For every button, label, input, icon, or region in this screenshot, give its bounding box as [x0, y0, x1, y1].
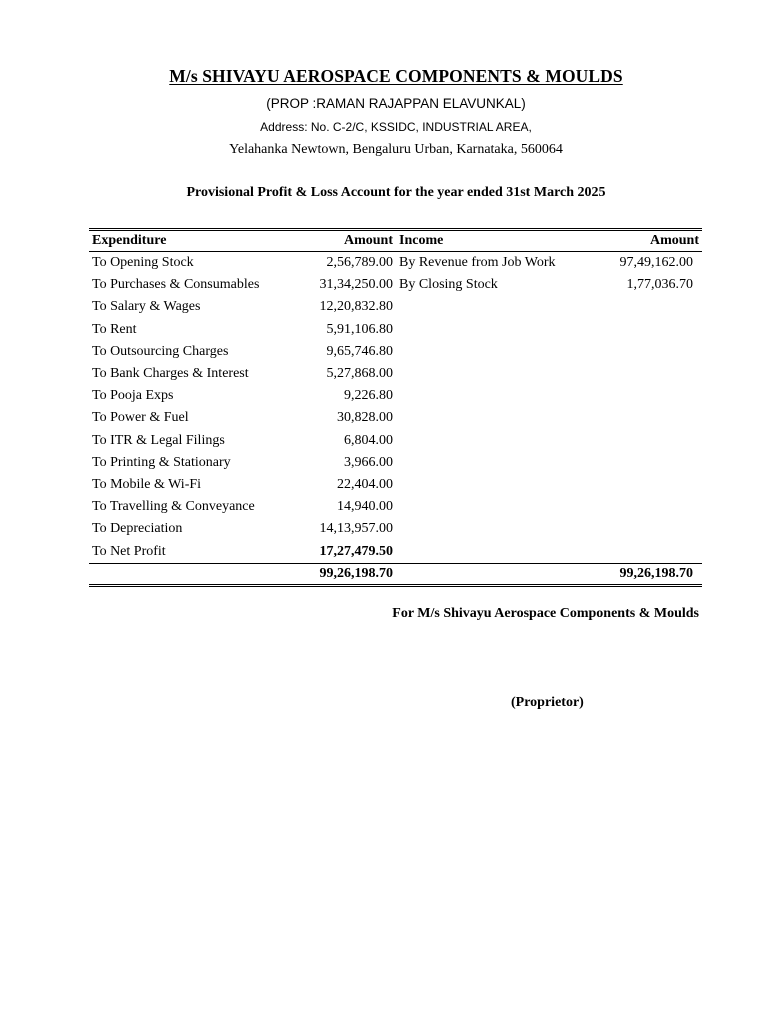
income-amount — [612, 474, 702, 496]
table-row — [89, 274, 702, 296]
table-row — [89, 319, 702, 341]
expenditure-label: To Mobile & Wi-Fi — [92, 476, 202, 492]
expenditure-label: To Printing & Stationary — [92, 454, 231, 470]
signatory-role: (Proprietor) — [511, 695, 584, 710]
totals-blank-right — [396, 563, 612, 585]
income-amount — [612, 430, 702, 452]
expenditure-amount: 3,966.00 — [344, 454, 393, 470]
income-label — [396, 363, 612, 385]
table-row — [89, 518, 702, 540]
signatory-for-line: For M/s Shivayu Aerospace Components & Moulds — [392, 606, 699, 621]
income-amount — [612, 296, 702, 318]
expenditure-label: To Rent — [92, 321, 137, 337]
income-amount — [612, 496, 702, 518]
expenditure-label: To Salary & Wages — [92, 299, 201, 315]
income-label — [396, 319, 612, 341]
table-row — [89, 430, 702, 452]
income-total: 99,26,198.70 — [612, 563, 702, 585]
income-amount — [612, 341, 702, 363]
income-label — [396, 540, 612, 563]
income-label — [396, 430, 612, 452]
expenditure-label: To Pooja Exps — [92, 388, 174, 404]
proprietor-name: (PROP :RAMAN RAJAPPAN ELAVUNKAL) — [266, 96, 526, 111]
expenditure-total: 99,26,198.70 — [299, 563, 396, 585]
net-profit-label: To Net Profit — [92, 543, 166, 559]
expenditure-amount: 5,91,106.80 — [326, 321, 393, 337]
expenditure-label: To Depreciation — [92, 521, 183, 537]
expenditure-amount: 30,828.00 — [337, 410, 393, 426]
expenditure-label: To ITR & Legal Filings — [92, 432, 225, 448]
address-line-1: Address: No. C-2/C, KSSIDC, INDUSTRIAL AREA, — [260, 120, 532, 134]
table-row — [89, 385, 702, 407]
header-income: Income — [396, 230, 612, 252]
table-row — [89, 252, 702, 275]
income-amount — [612, 363, 702, 385]
company-name: M/s SHIVAYU AEROSPACE COMPONENTS & MOULDS — [169, 66, 623, 86]
profit-loss-table — [89, 228, 702, 587]
expenditure-label: To Purchases & Consumables — [92, 277, 260, 293]
totals-row — [89, 563, 702, 585]
expenditure-amount: 2,56,789.00 — [326, 255, 393, 271]
table-row — [89, 452, 702, 474]
totals-blank-left — [89, 563, 299, 585]
income-label — [396, 341, 612, 363]
expenditure-amount: 6,804.00 — [344, 432, 393, 448]
expenditure-label: To Bank Charges & Interest — [92, 366, 249, 382]
income-label — [396, 474, 612, 496]
expenditure-amount: 9,65,746.80 — [326, 343, 393, 359]
table-row — [89, 341, 702, 363]
income-label — [396, 496, 612, 518]
income-label — [396, 452, 612, 474]
table-row — [89, 496, 702, 518]
expenditure-label: To Outsourcing Charges — [92, 343, 229, 359]
table-row — [89, 474, 702, 496]
expenditure-label: To Power & Fuel — [92, 410, 189, 426]
address-line-2: Yelahanka Newtown, Bengaluru Urban, Karnataka, 560064 — [229, 142, 563, 157]
expenditure-label: To Travelling & Conveyance — [92, 499, 255, 515]
table-row — [89, 407, 702, 429]
income-amount: 1,77,036.70 — [626, 277, 693, 293]
income-amount — [612, 407, 702, 429]
header-expenditure: Expenditure — [89, 230, 299, 252]
expenditure-amount: 14,940.00 — [337, 499, 393, 515]
income-amount — [612, 518, 702, 540]
income-label — [396, 385, 612, 407]
expenditure-amount: 9,226.80 — [344, 388, 393, 404]
net-profit-amount: 17,27,479.50 — [319, 543, 393, 559]
income-amount — [612, 540, 702, 563]
table-header-row — [89, 230, 702, 252]
header-amount-expenditure: Amount — [299, 230, 396, 252]
expenditure-amount: 22,404.00 — [337, 476, 393, 492]
income-label — [396, 518, 612, 540]
expenditure-amount: 12,20,832.80 — [319, 299, 393, 315]
expenditure-amount: 31,34,250.00 — [319, 277, 393, 293]
income-label — [396, 407, 612, 429]
expenditure-amount: 14,13,957.00 — [319, 521, 393, 537]
income-amount: 97,49,162.00 — [619, 255, 693, 271]
header-amount-income: Amount — [612, 230, 702, 252]
income-label — [396, 296, 612, 318]
expenditure-amount: 5,27,868.00 — [326, 366, 393, 382]
income-amount — [612, 319, 702, 341]
table-row — [89, 296, 702, 318]
income-label: By Closing Stock — [399, 277, 498, 293]
table-row — [89, 363, 702, 385]
expenditure-label: To Opening Stock — [92, 255, 194, 271]
income-label: By Revenue from Job Work — [399, 255, 556, 271]
income-amount — [612, 385, 702, 407]
table-row — [89, 540, 702, 563]
income-amount — [612, 452, 702, 474]
statement-title: Provisional Profit & Loss Account for the year ended 31st March 2025 — [186, 185, 606, 200]
